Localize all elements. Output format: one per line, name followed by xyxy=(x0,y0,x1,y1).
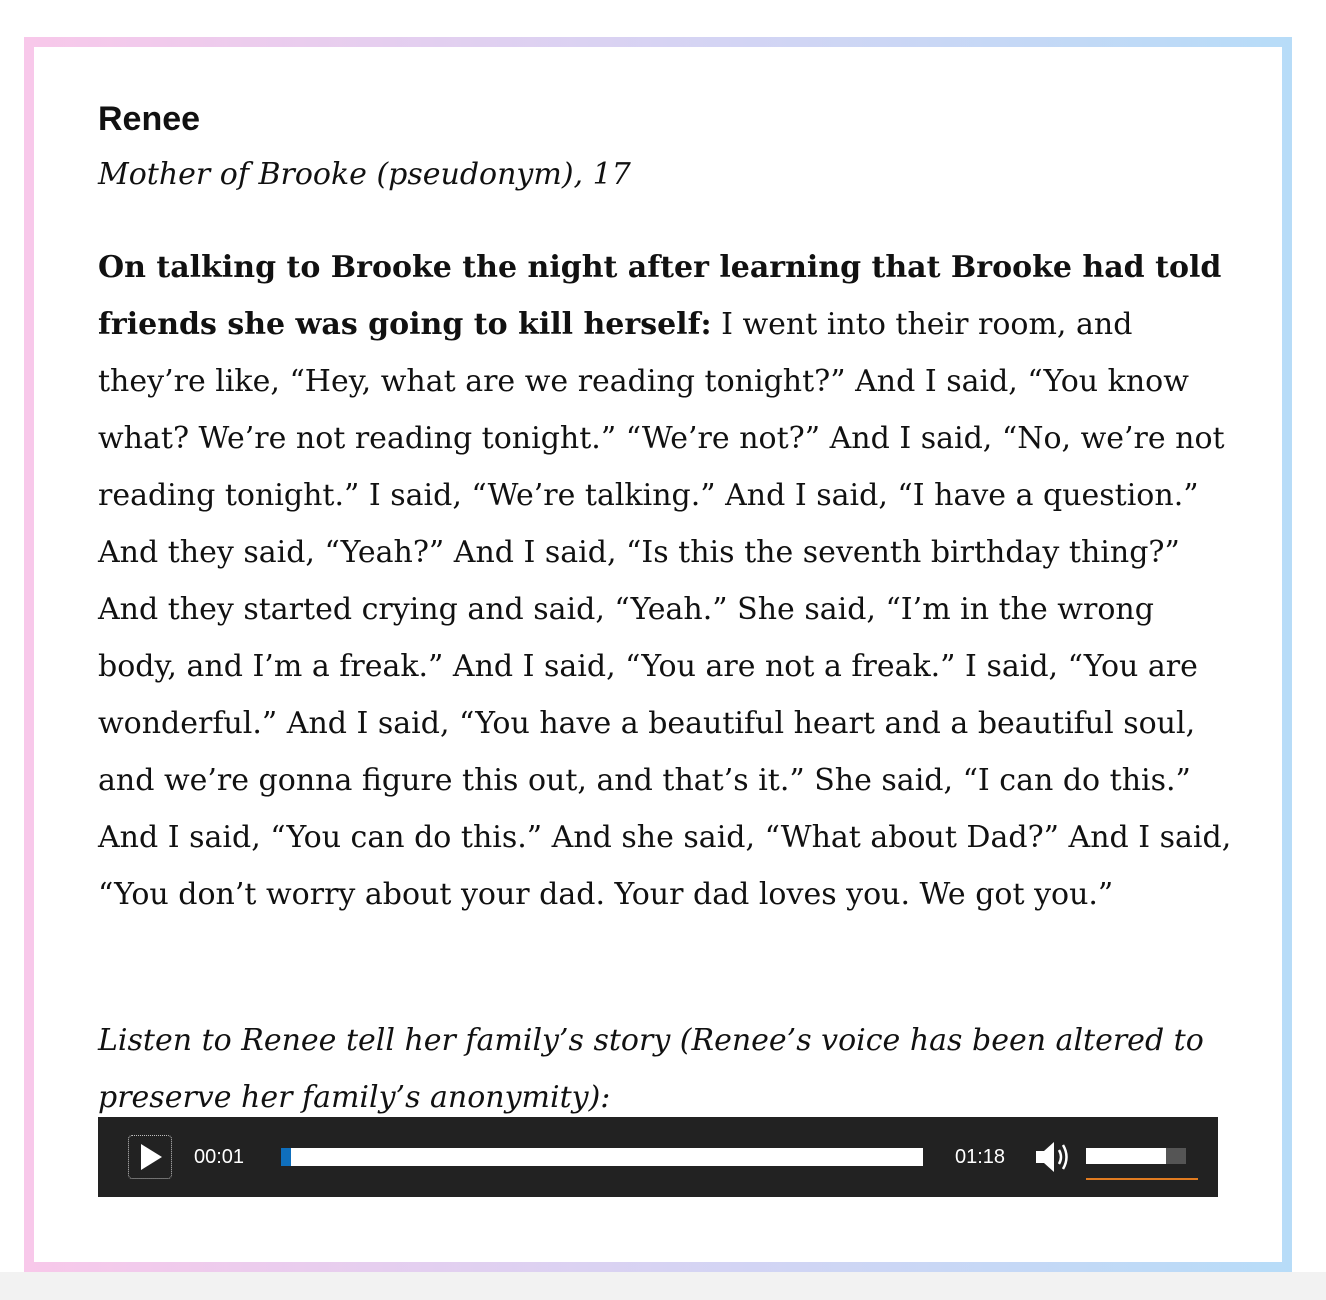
person-name: Renee xyxy=(98,100,201,138)
play-button[interactable] xyxy=(128,1135,172,1179)
quote-paragraph xyxy=(98,239,1238,923)
progress-bar[interactable] xyxy=(281,1148,923,1166)
volume-focus-outline xyxy=(1086,1178,1198,1180)
quote-body: I went into their room, and they’re like, “Hey, what are we reading tonight?” And I said, “You know what? We’re not reading tonight.” “We’re not?” And I said, “No, we’re not reading tonight.” I said, “We’re talking.” And I said, “I have a question.” And they said, “Yeah?” And I said, “Is this the seventh birthday thing?” And they started crying and said, “Yeah.” She said, “I’m in the wrong body, and I’m a freak.” And I said, “You are not a freak.” I said, “You are wonderful.” And I said, “You have a beautiful heart and a beautiful soul, and we’re gonna figure this out, and that’s it.” She said, “I can do this.” And I said, “You can do this.” And she said, “What about Dad?” And I said, “You don’t worry about your dad. Your dad loves you. We got you.” xyxy=(98,307,1232,912)
page-bottom-strip xyxy=(0,1272,1326,1300)
current-time: 00:01 xyxy=(194,1146,245,1168)
play-icon xyxy=(136,1142,166,1172)
audio-player xyxy=(98,1117,1218,1197)
story-card xyxy=(24,37,1292,1272)
volume-icon xyxy=(1034,1139,1074,1175)
listen-caption: Listen to Renee tell her family’s story (Renee’s voice has been altered to preserve her family’s anonymity): xyxy=(98,1023,1204,1115)
mute-button[interactable] xyxy=(1034,1139,1074,1180)
progress-fill xyxy=(281,1148,291,1166)
quote-lead: On talking to Brooke the night after learning that Brooke had told friends she was going to kill herself: xyxy=(98,250,1222,342)
story-card-content xyxy=(34,47,1282,1262)
volume-level xyxy=(1086,1148,1166,1164)
volume-slider[interactable] xyxy=(1086,1148,1186,1164)
person-subtitle: Mother of Brooke (pseudonym), 17 xyxy=(98,157,631,192)
total-time: 01:18 xyxy=(955,1146,1006,1168)
